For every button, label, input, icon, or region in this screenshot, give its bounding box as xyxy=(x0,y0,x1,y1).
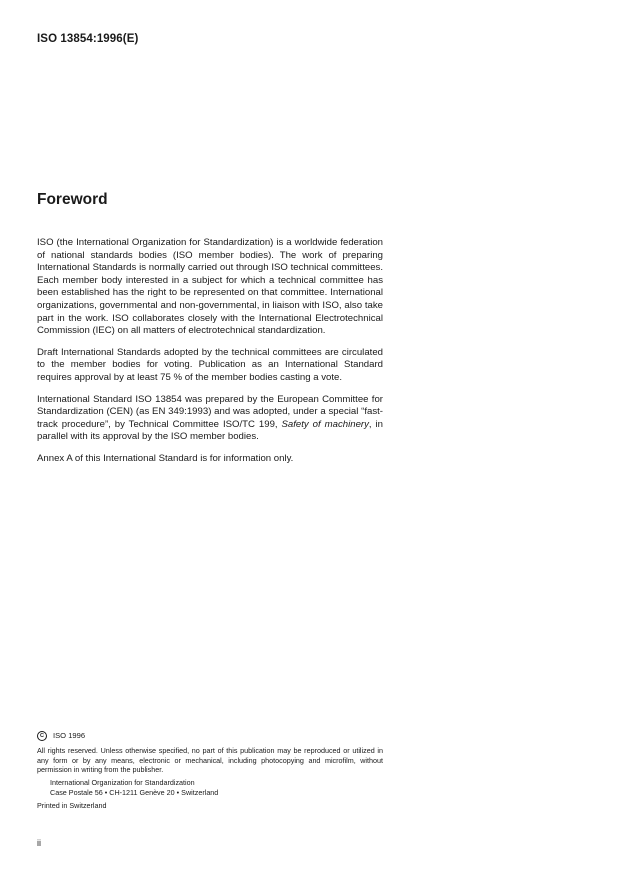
copyright-block xyxy=(37,731,383,810)
paragraph-preparation xyxy=(37,394,383,444)
copyright-text: ISO 1996 xyxy=(53,731,86,741)
printed-note: Printed in Switzerland xyxy=(37,800,107,810)
organization-address: Case Postale 56 • CH-1211 Genève 20 • Switzerland xyxy=(50,787,219,797)
section-title: Foreword xyxy=(37,191,108,208)
copyright-line xyxy=(37,731,383,741)
organization-name: International Organization for Standardization xyxy=(50,778,195,788)
preparation-text-start: International Standard ISO 13854 was prepared by the European Committee for Standardization (CEN) (as EN 349:1993) and was adopted, under a special “fast-track procedure”, by Technical Committee ISO/TC 199, xyxy=(37,393,383,430)
copyright-icon: C xyxy=(37,731,47,741)
document-header: ISO 13854:1996(E) xyxy=(37,33,139,45)
paragraph-iso-intro: ISO (the International Organization for Standardization) is a worldwide federation of national standards bodies (ISO member bodies). The work of preparing International Standards is normally carried out through ISO technical committees. Each member body interested in a subject for which a technical committee has been established has the right to be represented on that committee. International organizations, governmental and non-governmental, in liaison with ISO, also take part in the work. ISO collaborates closely with the International Electrotechnical Commission (IEC) on all matters of electrotechnical standardization. xyxy=(37,237,383,337)
page-number: ii xyxy=(37,838,41,848)
paragraph-annex-note: Annex A of this International Standard is for information only. xyxy=(37,452,294,464)
paragraph-draft-standards: Draft International Standards adopted by the technical committees are circulated to the member bodies for voting. Publication as an International Standard requires approval by at least 75 % of the member bodies casting a vote. xyxy=(37,346,383,383)
foreword-body xyxy=(37,237,383,475)
rights-statement: All rights reserved. Unless otherwise specified, no part of this publication may be reproduced or utilized in any form or by any means, electronic or mechanical, including photocopying and microfilm, without permission in writing from the publisher. xyxy=(37,746,383,775)
committee-title: Safety of machinery xyxy=(281,418,369,430)
preparation-text-end: , in parallel with its approval by the ISO member bodies. xyxy=(37,418,383,443)
